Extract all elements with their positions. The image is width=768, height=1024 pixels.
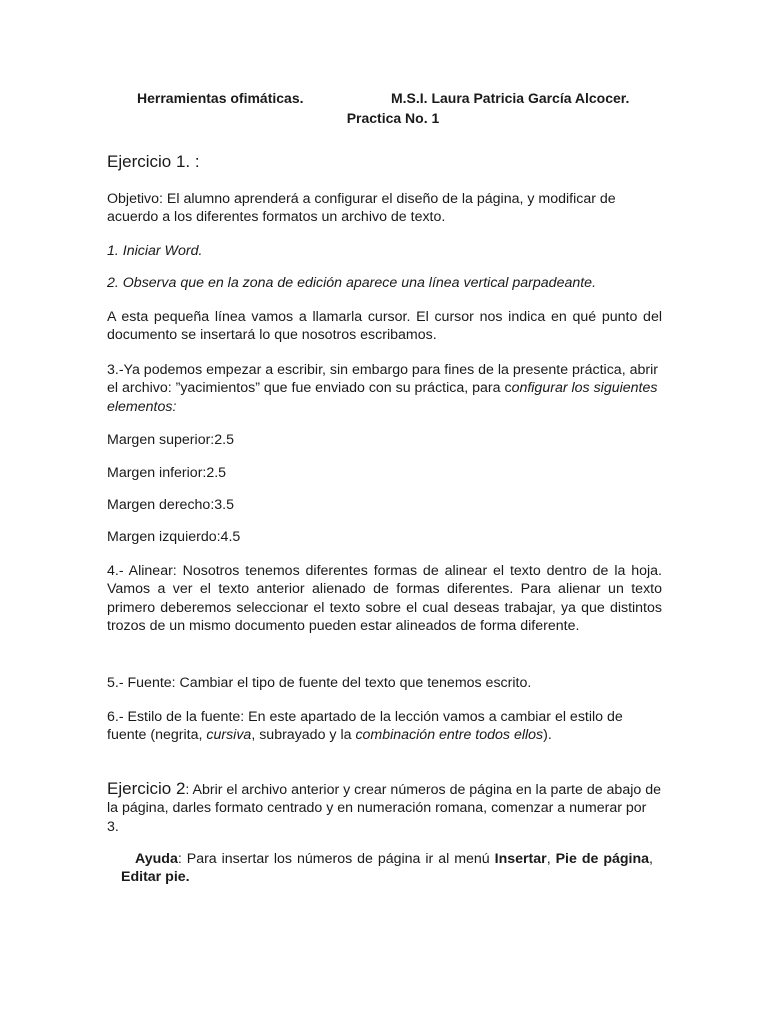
- help-edit-footer: Editar pie.: [121, 869, 190, 886]
- help-label: Ayuda: [135, 851, 178, 867]
- exercise-2-text: : Abrir el archivo anterior y crear números de página en la parte de abajo de la página, darles formato centrado y en numeración romana, comenzar a numerar por 3.: [107, 782, 661, 835]
- step-3-italic: onfigurar los siguientes elementos:: [107, 380, 658, 415]
- step-6-text-c: ).: [543, 727, 552, 744]
- help-insert-menu: Insertar: [494, 851, 547, 867]
- objective-paragraph: Objetivo: El alumno aprenderá a configurar el diseño de la página, y modificar de acuerdo a los diferentes formatos un archivo de texto.: [107, 191, 616, 226]
- margin-right: Margen derecho:3.5: [107, 497, 234, 513]
- exercise-1-heading: Ejercicio 1. :: [107, 152, 200, 171]
- step-3-text: 3.-Ya podemos empezar a escribir, sin embargo para fines de la presente práctica, abrir el archivo: ”yacimientos” que fue enviado con su práctica, para c: [107, 362, 658, 397]
- teacher-name: M.S.I. Laura Patricia García Alcocer.: [391, 90, 630, 106]
- margin-bottom: Margen inferior:2.5: [107, 465, 227, 481]
- margin-left: Margen izquierdo:4.5: [107, 529, 241, 545]
- cursor-paragraph: A esta pequeña línea vamos a llamarla cursor. El cursor nos indica en qué punto del documento se insertará lo que nosotros escribamos.: [107, 309, 662, 344]
- exercise-2-heading: Ejercicio 2: [107, 779, 186, 798]
- help-separator-2: ,: [649, 851, 653, 867]
- step-4: 4.- Alinear: Nosotros tenemos diferentes formas de alinear el texto dentro de la hoja. Vamos a ver el texto anterior alienado de formas diferentes. Para alienar un texto primero deberemos seleccionar el texto sobre el cual deseas trabajar, ya que distintos trozos de un mismo documento pueden estar alineados de forma diferente.: [107, 563, 662, 634]
- help-separator-1: ,: [546, 851, 556, 867]
- margin-top: Margen superior:2.5: [107, 432, 234, 448]
- course-name: Herramientas ofimáticas.: [137, 90, 304, 106]
- step-6-italic-a: cursiva: [206, 727, 252, 744]
- step-6-italic-b: combinación entre todos ellos: [355, 727, 544, 744]
- help-footer-menu: Pie de página: [555, 851, 650, 867]
- step-2: 2. Observa que en la zona de edición aparece una línea vertical parpadeante.: [107, 275, 597, 291]
- step-6-text-a: 6.- Estilo de la fuente: En este apartado de la lección vamos a cambiar el estilo de fuente (negrita,: [107, 709, 623, 744]
- step-1: 1. Iniciar Word.: [107, 243, 203, 259]
- practice-title: Practica No. 1: [346, 110, 440, 126]
- step-6: [107, 708, 662, 745]
- exercise-2: [107, 780, 662, 836]
- help-text: : Para insertar los números de página ir al menú: [177, 851, 495, 867]
- step-3: [107, 361, 662, 416]
- step-6-text-b: , subrayado y la: [251, 727, 356, 744]
- step-5: 5.- Fuente: Cambiar el tipo de fuente del texto que tenemos escrito.: [107, 675, 532, 691]
- help-paragraph: [121, 850, 653, 887]
